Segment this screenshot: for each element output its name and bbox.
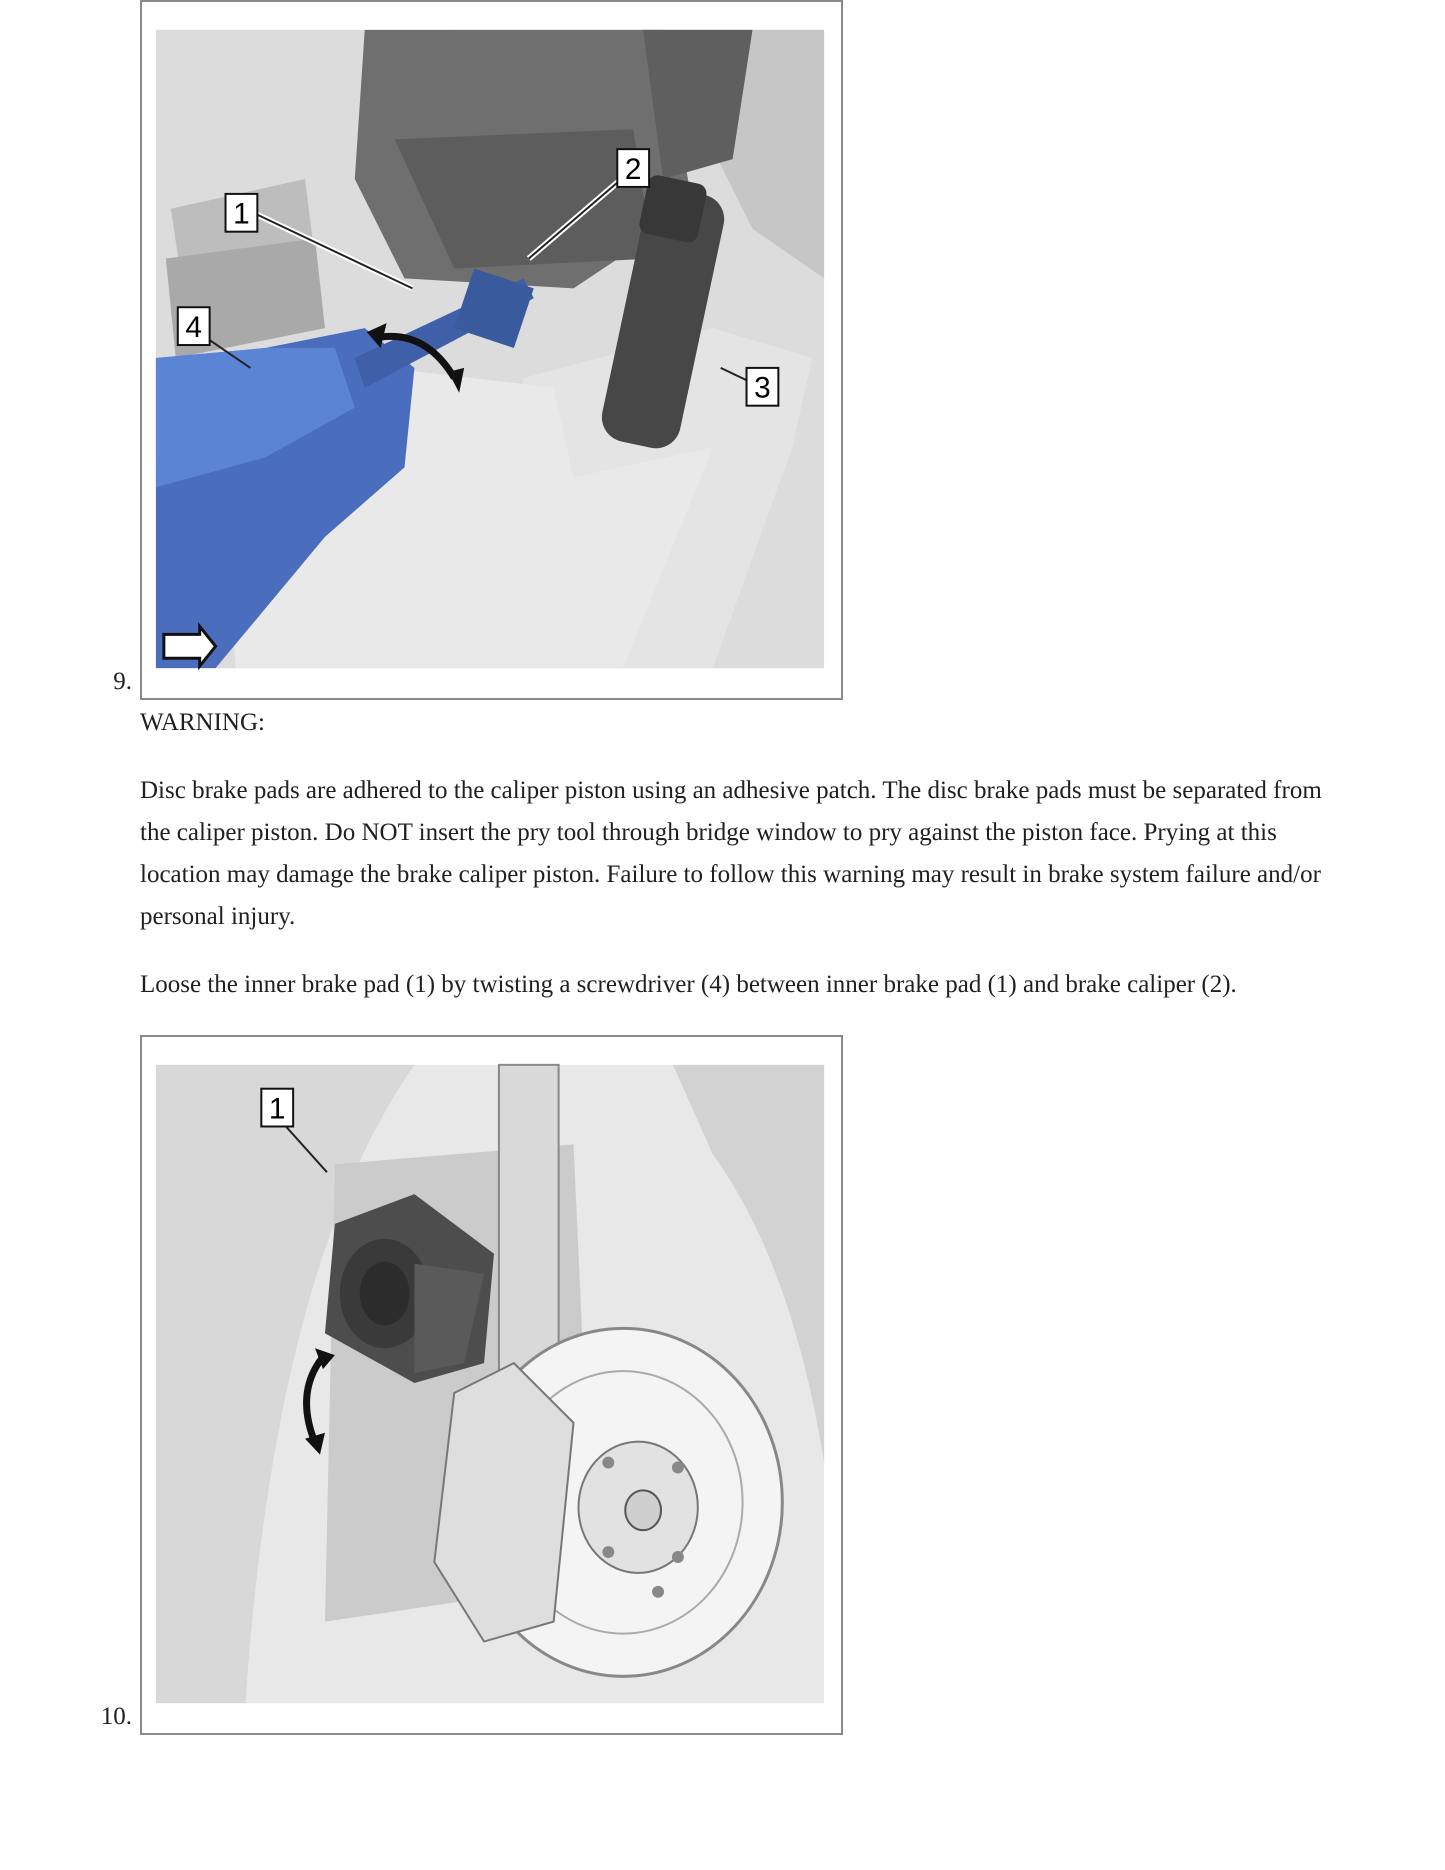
callout-1 [226,194,258,232]
svg-text:3: 3 [754,371,771,405]
svg-text:2: 2 [624,152,642,186]
svg-text:1: 1 [268,1092,286,1126]
callout-4 [178,307,210,345]
step-9-illustration [140,0,843,700]
step-9-text [140,702,1340,1006]
step-number: 9. [113,668,132,695]
callout-1 [261,1089,293,1127]
warning-label: WARNING: [140,709,265,736]
step-number: 10. [100,1703,132,1730]
step-10-illustration [140,1035,843,1735]
callout-2 [617,149,649,187]
svg-text:1: 1 [233,197,250,231]
warning-text: Disc brake pads are adhered to the caliper piston using an adhesive patch. The disc brake pads must be separated from the caliper piston. Do NOT insert the pry tool through bridge window to pry against the piston face. Prying at this location may damage the brake caliper piston. Failure to follow this warning may result in brake system failure and/or personal injury. [140,777,1322,930]
svg-text:4: 4 [185,311,203,345]
wheel-hub-caliper-diagram [142,1037,841,1733]
caliper-screwdriver-diagram [142,2,841,698]
callout-3 [747,368,779,406]
instruction-text: Loose the inner brake pad (1) by twisting a screwdriver (4) between inner brake pad (1) and brake caliper (2). [140,971,1237,998]
